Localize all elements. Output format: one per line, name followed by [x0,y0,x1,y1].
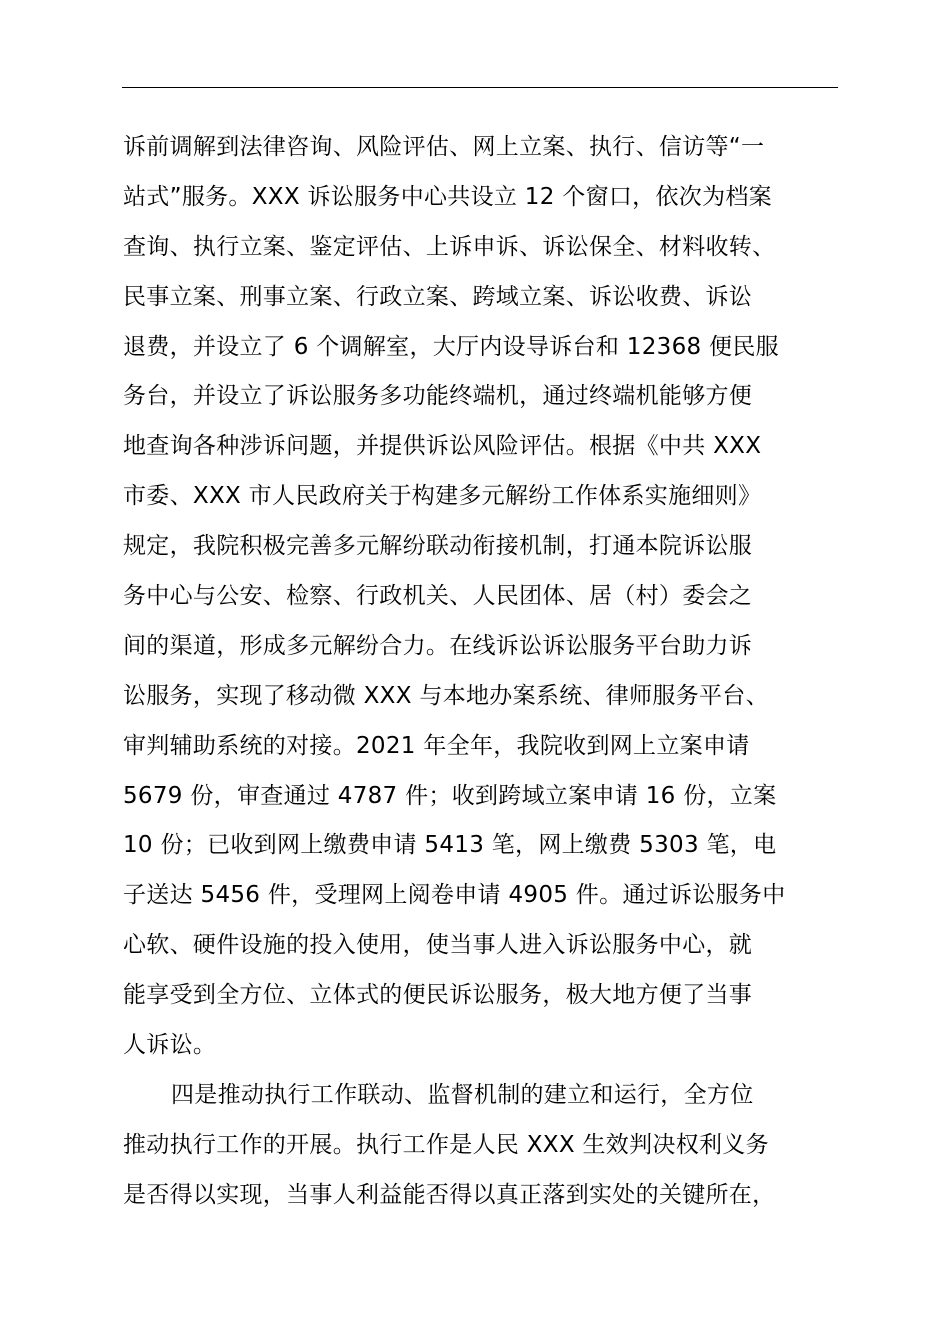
text-line: 是否得以实现，当事人利益能否得以真正落到实处的关键所在， [123,1181,776,1208]
text-line: 5679 份，审查通过 4787 件；收到跨域立案申请 16 份，立案 [123,782,777,809]
text-line: 诉前调解到法律咨询、风险评估、网上立案、执行、信访等“一 [123,134,765,160]
header-rule [122,87,838,88]
text-line: 查询、执行立案、鉴定评估、上诉申诉、诉讼保全、材料收转、 [123,233,776,260]
document-body [123,123,839,1221]
text-line: 地查询各种涉诉问题，并提供诉讼风险评估。根据《中共 XXX [123,433,762,460]
text-line: 人诉讼。 [123,1032,217,1059]
text-line: 推动执行工作的开展。执行工作是人民 XXX 生效判决权利义务 [123,1131,769,1158]
text-line: 心软、硬件设施的投入使用，使当事人进入诉讼服务中心，就 [123,932,753,959]
text-line: 审判辅助系统的对接。2021 年全年，我院收到网上立案申请 [123,732,750,759]
text-line: 务台，并设立了诉讼服务多功能终端机，通过终端机能够方便 [123,383,753,410]
text-line: 市委、XXX 市人民政府关于构建多元解纷工作体系实施细则》 [123,483,762,510]
text-line: 退费，并设立了 6 个调解室，大厅内设导诉台和 12368 便民服 [123,333,779,360]
text-line: 讼服务，实现了移动微 XXX 与本地办案系统、律师服务平台、 [123,682,769,709]
text-line: 10 份；已收到网上缴费申请 5413 笔，网上缴费 5303 笔，电 [123,832,777,859]
text-line: 子送达 5456 件，受理网上阅卷申请 4905 件。通过诉讼服务中 [123,882,786,909]
text-line: 间的渠道，形成多元解纷合力。在线诉讼诉讼服务平台助力诉 [123,632,753,659]
text-line: 民事立案、刑事立案、行政立案、跨域立案、诉讼收费、诉讼 [123,283,753,310]
text-line: 能享受到全方位、立体式的便民诉讼服务，极大地方便了当事 [123,982,753,1009]
text-line: 务中心与公安、检察、行政机关、人民团体、居（村）委会之 [123,583,753,610]
text-line: 规定，我院积极完善多元解纷联动衔接机制，打通本院诉讼服 [123,533,753,560]
text-line: 站式”服务。XXX 诉讼服务中心共设立 12 个窗口，依次为档案 [123,183,772,210]
paragraph-start-line: 四是推动执行工作联动、监督机制的建立和运行，全方位 [171,1081,754,1108]
